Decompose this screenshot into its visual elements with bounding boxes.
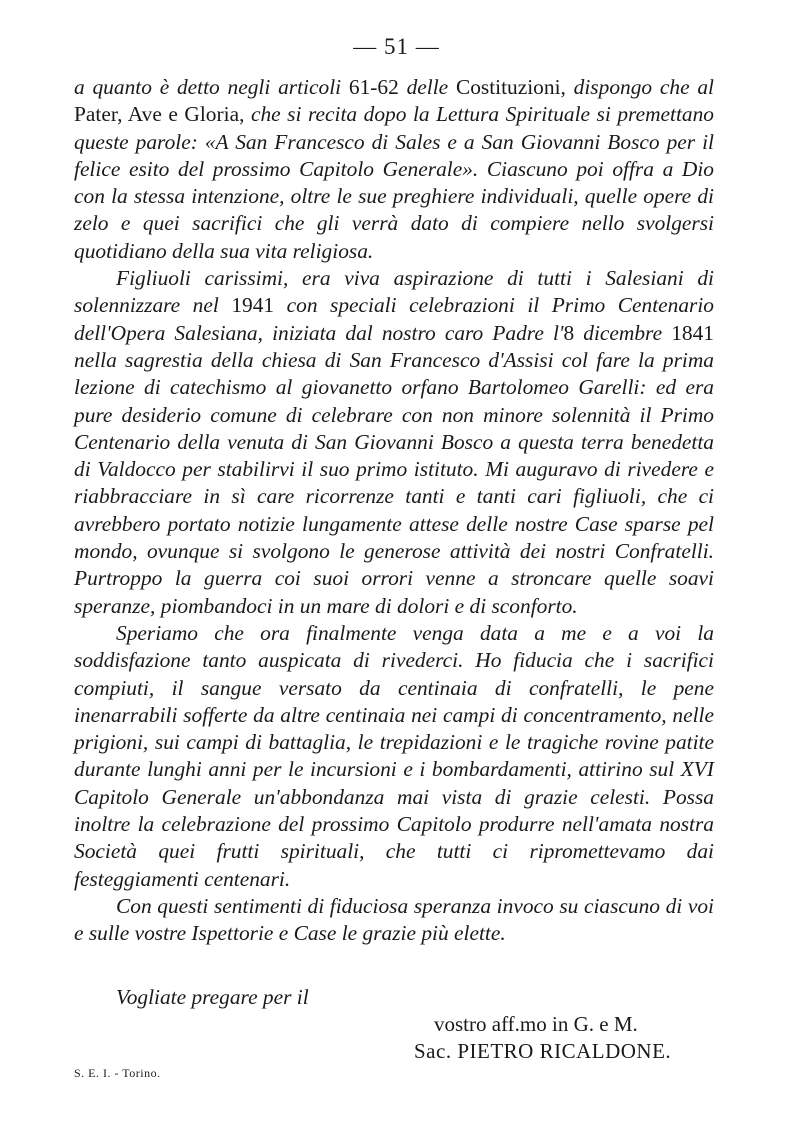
text-span: Figliuoli carissimi, era viva aspirazione di tutti i Salesiani di solennizzare nel bbox=[74, 266, 714, 318]
text-span: dispongo che al bbox=[565, 75, 715, 99]
paragraph-4: Con questi sentimenti di fiduciosa speranza invoco su ciascuno di voi e sulle vostre Ispettorie e Case le grazie più elette. bbox=[74, 893, 714, 946]
letter-body bbox=[74, 74, 714, 948]
text-span: nella sagrestia della chiesa di San Francesco d'Assisi col fare la prima lezione di catechismo al giovanetto orfano Bartolomeo Garelli: ed era pure desiderio comune di celebrare con non minore solennità il Primo Centenario della venuta di San Giovanni Bosco a questa terra benedetta di Valdocco per stabilirvi il suo primo istituto. Mi auguravo di rivedere e riabbracciare in sì care ricorrenze tanti e tanti cari figliuoli, che ci avrebbero portato notizie lungamente attese delle nostre Case sparse pel mondo, ovunque si svolgono le generose attività dei nostri Confratelli. Purtroppo la guerra coi suoi orrori venne a stroncare quelle soavi speranze, piombandoci in un mare di dolori e di sconforto. bbox=[74, 347, 714, 618]
text-span: dicembre bbox=[574, 320, 672, 345]
text-span: a quanto è detto negli articoli bbox=[74, 75, 349, 99]
signature-name: Sac. PIETRO RICALDONE. bbox=[414, 1039, 672, 1063]
text-span: con speciali celebrazioni il Primo Centenario dell'Opera Salesiana, iniziata dal nostro caro Padre l' bbox=[74, 293, 714, 345]
text-span: che si recita dopo la Lettura Spirituale si premettano queste parole: «A San Francesco di Sales e a San Giovanni Bosco per il felice esito del prossimo Capitolo Generale». Ciascuno poi offra a Dio con la stessa intenzione, oltre le sue preghiere individuali, quelle opere di zelo e quei sacrifici che gli verrà dato di compiere nello svolgersi quotidiano della sua vita religiosa. bbox=[74, 102, 714, 263]
constitutions-word: Costituzioni, bbox=[455, 75, 566, 99]
day-number: 8 bbox=[563, 320, 575, 345]
paragraph-3: Speriamo che ora finalmente venga data a me e a voi la soddisfazione tanto auspicata di rivederci. Ho fiducia che i sacrifici compiuti, il sangue versato da centinaia di confratelli, le pene inenarrabili sofferte da altre centinaia nei campi di concentramento, nelle prigioni, sui campi di battaglia, le trepidazioni e le tragiche rovine patite durante lunghi anni per le incursioni e i bombardamenti, attirino sul XVI Capitolo Generale un'abbondanza mai vista di grazie celesti. Possa inoltre la celebrazione del prossimo Capitolo produrre nell'amata nostra Società quei frutti spirituali, che tutti ci ripromettevamo dai festeggiamenti centenari. bbox=[74, 620, 714, 891]
paragraph-2 bbox=[74, 265, 714, 620]
article-numbers: 61-62 bbox=[348, 75, 399, 99]
prayers-names: Pater, Ave e Gloria, bbox=[74, 102, 245, 127]
year-1941: 1941 bbox=[231, 293, 275, 318]
page-number: — 51 — bbox=[353, 34, 440, 59]
signature-salutation: vostro aff.mo in G. e M. bbox=[434, 1012, 638, 1036]
year-1841: 1841 bbox=[671, 320, 714, 345]
text-span: delle bbox=[398, 75, 456, 99]
paragraph-1 bbox=[74, 74, 714, 265]
closing-line: Vogliate pregare per il bbox=[116, 985, 309, 1009]
printer-imprint: S. E. I. - Torino. bbox=[74, 1066, 161, 1080]
